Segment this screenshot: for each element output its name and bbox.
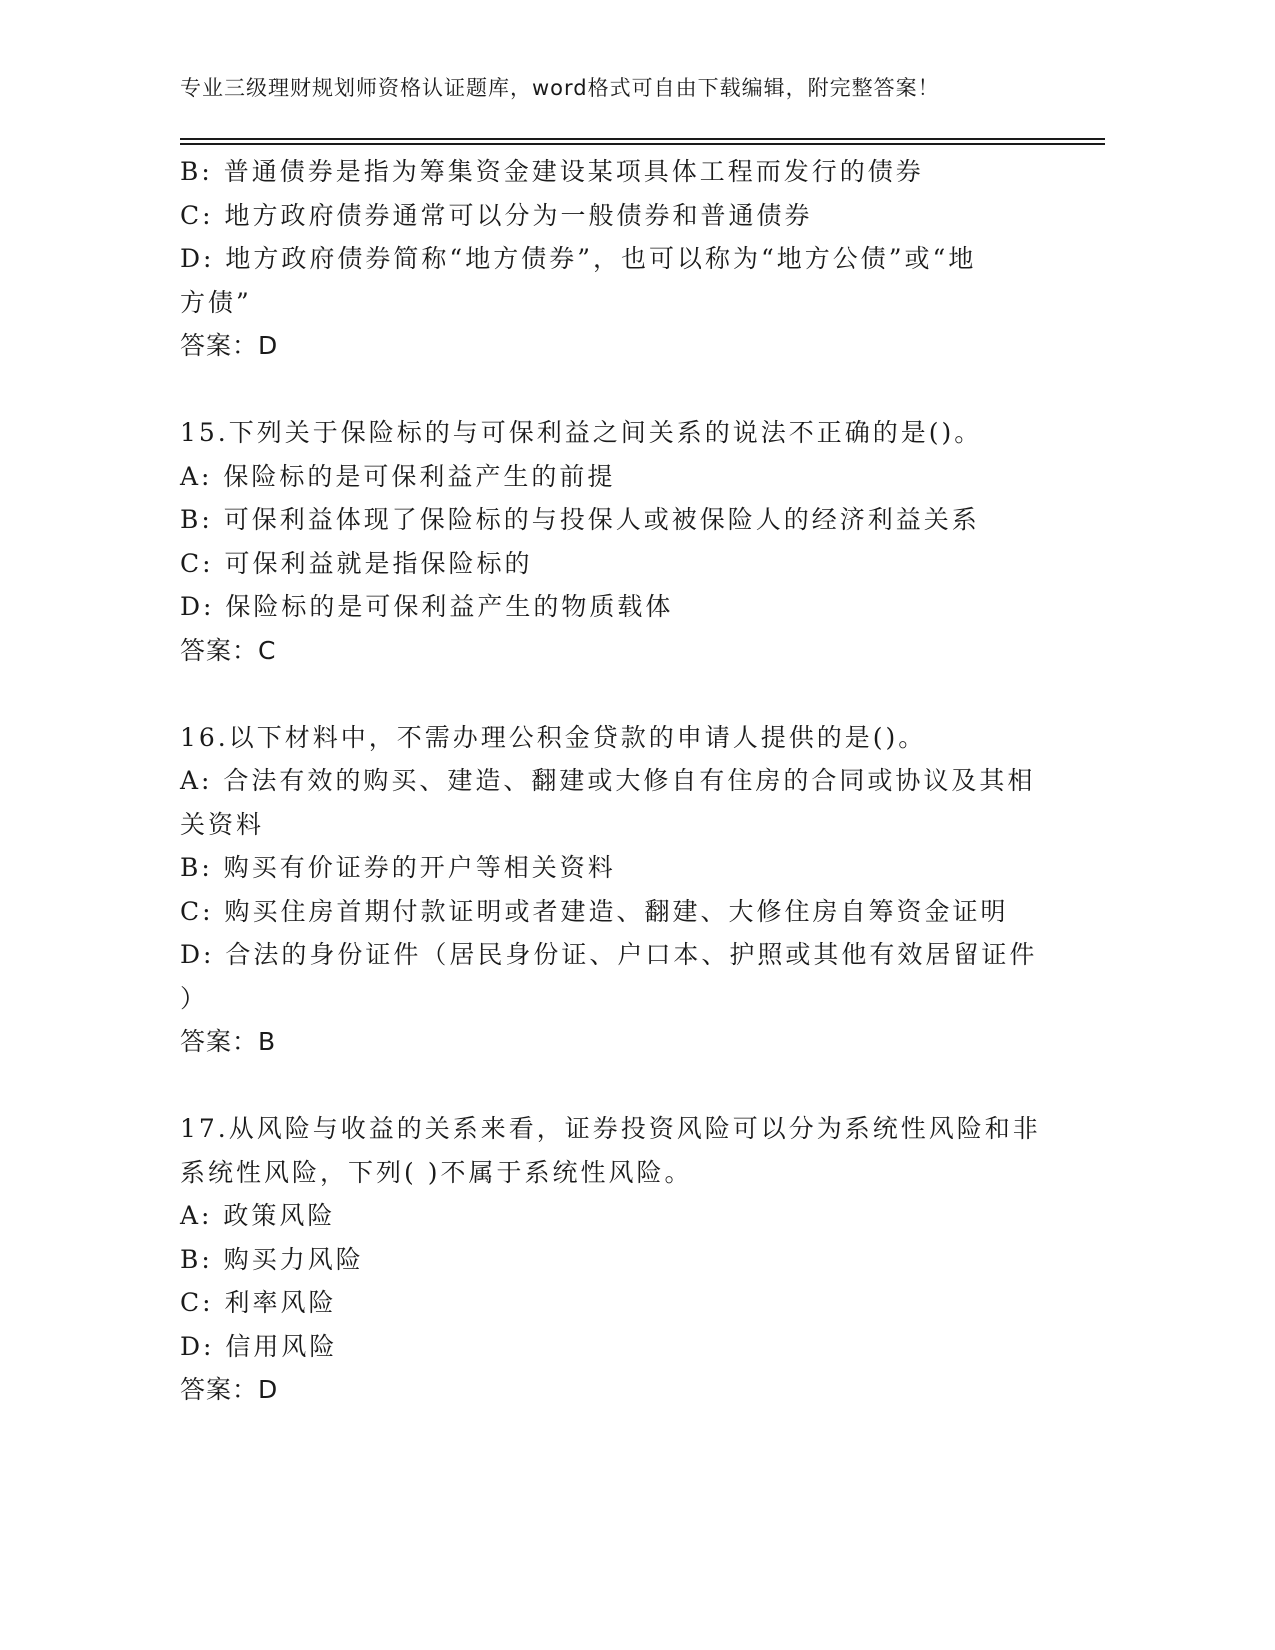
question-block-17 — [180, 1107, 1040, 1412]
block-spacer — [180, 1064, 1040, 1108]
option-line: B: 普通债券是指为筹集资金建设某项具体工程而发行的债券 — [180, 157, 924, 186]
page-header: 专业三级理财规划师资格认证题库，word格式可自由下载编辑，附完整答案！ — [180, 76, 940, 100]
option-line: 关资料 — [180, 809, 265, 839]
answer-line: 答案：D — [180, 1375, 279, 1404]
option-line: C: 利率风险 — [180, 1288, 337, 1317]
option-line: B: 购买有价证券的开户等相关资料 — [180, 853, 616, 882]
question-content — [180, 150, 1040, 1412]
option-line: A: 政策风险 — [180, 1201, 336, 1230]
question-block-15 — [180, 411, 1040, 672]
option-line: A: 合法有效的购买、建造、翻建或大修自有住房的合同或协议及其相 — [180, 766, 1036, 795]
option-line: B: 购买力风险 — [180, 1244, 364, 1274]
question-stem: 系统性风险，下列( )不属于系统性风险。 — [180, 1157, 693, 1187]
block-spacer — [180, 672, 1040, 716]
header-rule-bottom — [180, 143, 1105, 145]
option-line: D: 保险标的是可保利益产生的物质载体 — [180, 592, 674, 621]
question-block-16 — [180, 716, 1040, 1064]
question-stem: 16.以下材料中，不需办理公积金贷款的申请人提供的是()。 — [180, 722, 927, 752]
option-line: C: 地方政府债券通常可以分为一般债券和普通债券 — [180, 200, 813, 230]
answer-line: 答案：C — [180, 635, 277, 665]
option-line: B: 可保利益体现了保险标的与投保人或被保险人的经济利益关系 — [180, 505, 980, 534]
option-line: A: 保险标的是可保利益产生的前提 — [180, 461, 616, 491]
option-line: 方债” — [180, 287, 252, 317]
option-line: C: 可保利益就是指保险标的 — [180, 548, 533, 578]
option-line: D: 信用风险 — [180, 1331, 338, 1361]
header-rule-top — [180, 138, 1105, 140]
block-spacer — [180, 368, 1040, 412]
option-line: ） — [180, 983, 209, 1013]
option-line: D: 合法的身份证件（居民身份证、户口本、护照或其他有效居留证件 — [180, 940, 1038, 969]
option-line: D: 地方政府债券简称“地方债券”，也可以称为“地方公债”或“地 — [180, 244, 977, 273]
question-stem: 15.下列关于保险标的与可保利益之间关系的说法不正确的是()。 — [180, 418, 983, 447]
answer-line: 答案：B — [180, 1027, 277, 1056]
question-stem: 17.从风险与收益的关系来看，证券投资风险可以分为系统性风险和非 — [180, 1114, 1041, 1143]
answer-line: 答案：D — [180, 331, 279, 360]
question-block-14 — [180, 150, 1040, 368]
option-line: C: 购买住房首期付款证明或者建造、翻建、大修住房自筹资金证明 — [180, 896, 1009, 926]
